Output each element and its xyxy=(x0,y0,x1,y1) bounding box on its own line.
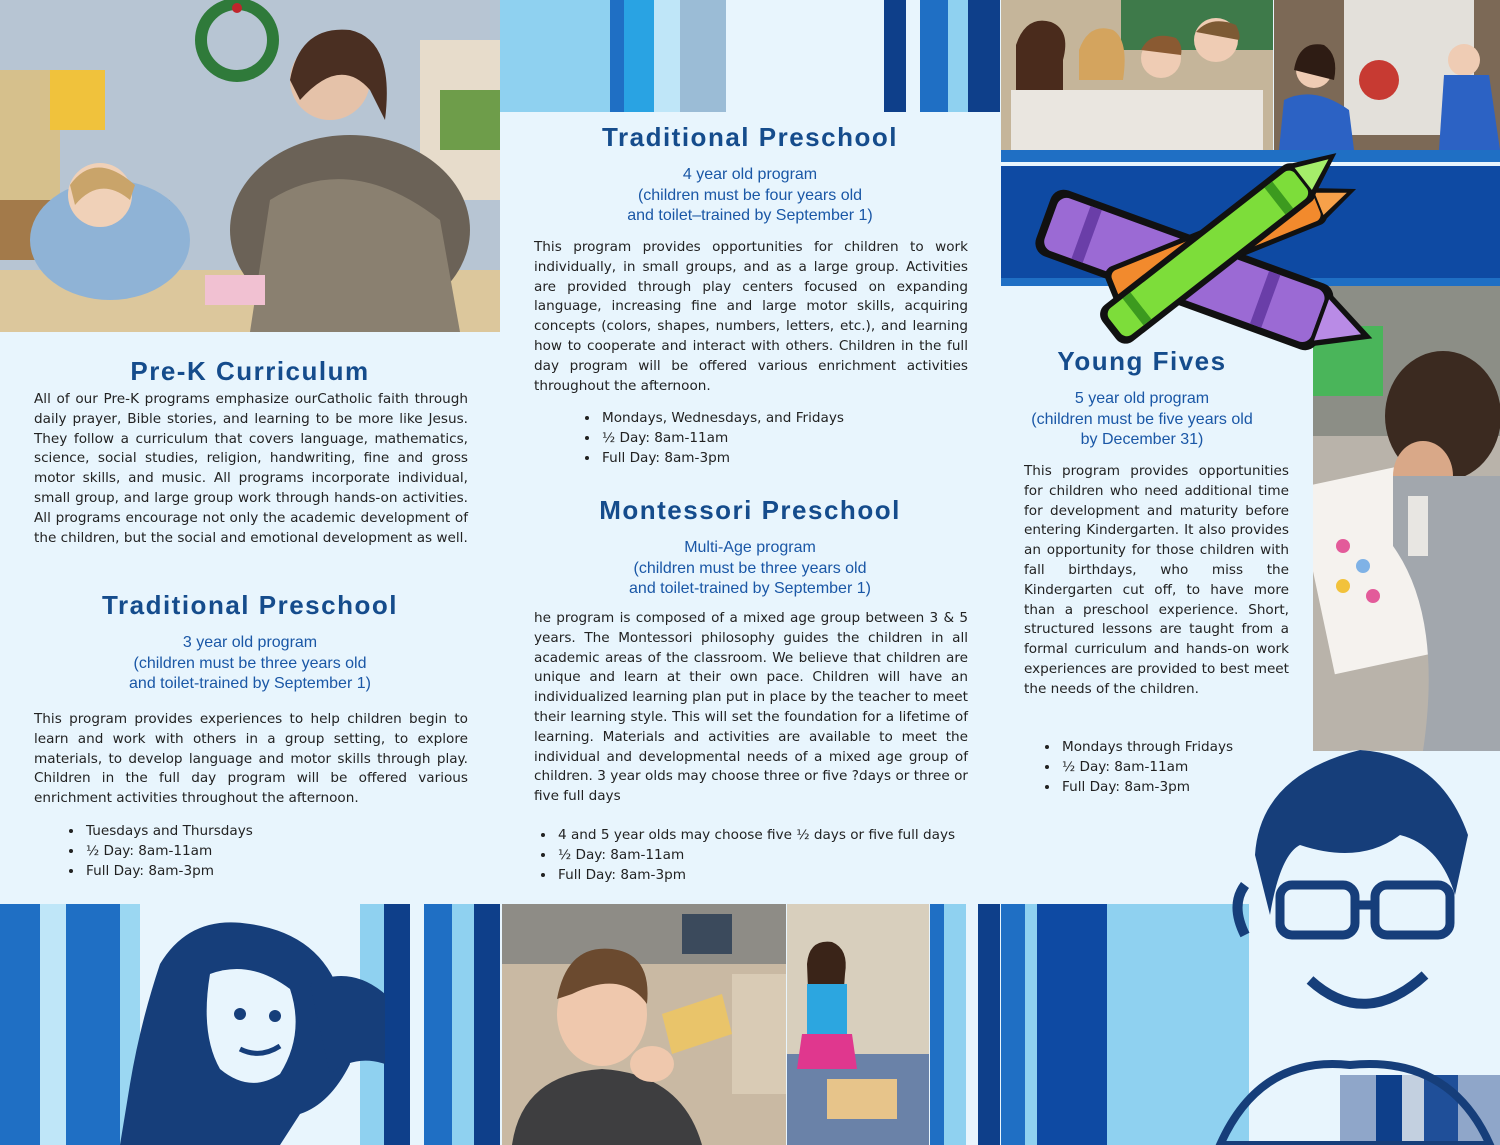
trad4-sub2: (children must be four years old xyxy=(637,186,863,204)
fives-body: This program provides opportunities for children who need additional time for development and maturity before entering Kindergarten. It also provides an opportunity for those children with fall birthdays, who miss the Kindergarten cut off, to have more than a preschool experience. Short, structured lessons are taught from a formal curriculum and hands-on work experiences are provided to best meet the needs of the children. xyxy=(1024,463,1289,697)
child-silhouette xyxy=(0,904,500,1145)
montessori-title: Montessori Preschool xyxy=(599,495,901,525)
trad3-sub3: and toilet-trained by September 1) xyxy=(129,675,371,692)
trad4-sub3: and toilet–trained by September 1) xyxy=(627,207,873,224)
girl-photo xyxy=(787,904,929,1145)
center-top-stripes xyxy=(500,0,1000,112)
boy-craft-photo xyxy=(502,904,786,1145)
trad4-subtitle xyxy=(500,165,1000,227)
trad4-sub1: 4 year old program xyxy=(682,166,818,183)
trad3-sub2: (children must be three years old xyxy=(133,654,367,672)
list-item: • Full Day: 8am-3pm xyxy=(84,862,253,882)
trad4-bullets xyxy=(582,409,844,468)
list-item: • Full Day: 8am-3pm xyxy=(600,449,844,469)
list-item: • 4 and 5 year olds may choose five ½ days or five full days xyxy=(556,826,955,846)
boy-craft-photo-art xyxy=(502,904,786,1145)
montessori-sub2: (children must be three years old xyxy=(633,559,867,577)
teacher-photo-art xyxy=(0,0,500,332)
montessori-bullets xyxy=(538,826,955,885)
fives-sub3: by December 31) xyxy=(1080,431,1204,448)
trad4-title: Traditional Preschool xyxy=(602,122,898,152)
list-item: • Full Day: 8am-3pm xyxy=(556,866,955,886)
list-item: • Mondays through Fridays xyxy=(1060,738,1233,758)
list-item: • Tuesdays and Thursdays xyxy=(84,822,253,842)
trad3-body: This program provides experiences to help children begin to learn and work with others in a group setting, to explore materials, to develop language and motor skills through play. Children in the full day program will be offered various enrichment activities throughout the afternoon. xyxy=(34,711,468,807)
montessori-sub1: Multi-Age program xyxy=(684,539,816,556)
trad3-subtitle xyxy=(0,633,500,695)
list-item: • Mondays, Wednesdays, and Fridays xyxy=(600,409,844,429)
list-item: • ½ Day: 8am-11am xyxy=(1060,758,1233,778)
girl-photo-art xyxy=(787,904,929,1145)
list-item: • ½ Day: 8am-11am xyxy=(556,846,955,866)
child-silhouette-art xyxy=(100,904,390,1145)
montessori-subtitle xyxy=(500,538,1000,600)
fives-sub1: 5 year old program xyxy=(1074,390,1210,407)
trad3-sub1: 3 year old program xyxy=(182,634,318,651)
fives-title: Young Fives xyxy=(1057,346,1227,376)
montessori-body: he program is composed of a mixed age group between 3 & 5 years. The Montessori philosophy guides the children in all academic areas of the classroom. We believe that children are unique and learn at their own pace. Children will have an individualized learning plan put in place by the teacher to meet their learning style. This will set the foundation for a lifetime of learning. Materials and activities are available to meet the individual and developmental needs of a mixed age group of children. 3 year olds may choose three or five ?days or three or five full days xyxy=(534,610,968,805)
trad4-body: This program provides opportunities for children to work individually, in small groups, and as a large group. Activities are provided through play centers focused on expanding language, increasing fine and large motor skills, acquiring concepts (colors, shapes, numbers, letters, etc.), and learning how to cooperate and interact with others. Children in the full day program will be offered various enrichment activities throughout the afternoon. xyxy=(534,239,968,394)
montessori-sub3: and toilet-trained by September 1) xyxy=(629,580,871,597)
list-item: • Full Day: 8am-3pm xyxy=(1060,778,1233,798)
fives-subtitle xyxy=(1001,389,1283,451)
fives-sub2: (children must be five years old xyxy=(1031,410,1253,428)
teacher-photo xyxy=(0,0,500,332)
crayons-icon xyxy=(1010,128,1410,358)
list-item: • ½ Day: 8am-11am xyxy=(600,429,844,449)
list-item: • ½ Day: 8am-11am xyxy=(84,842,253,862)
prek-title: Pre-K Curriculum xyxy=(130,356,370,386)
glasses-boy-silhouette xyxy=(1200,735,1500,1145)
prek-body: All of our Pre-K programs emphasize ourCatholic faith through daily prayer, Bible stories, and learning to be more like Jesus. They follow a curriculum that covers language, mathematics, science, social studies, religion, handwriting, fine and gross motor skills, and music. All programs incorporate individual, small group, and large group work through hands-on activities. All programs encourage not only the academic development of the children, but the social and emotional development as well. xyxy=(34,391,468,546)
trad3-bullets xyxy=(66,822,253,881)
trad3-title: Traditional Preschool xyxy=(102,590,398,620)
